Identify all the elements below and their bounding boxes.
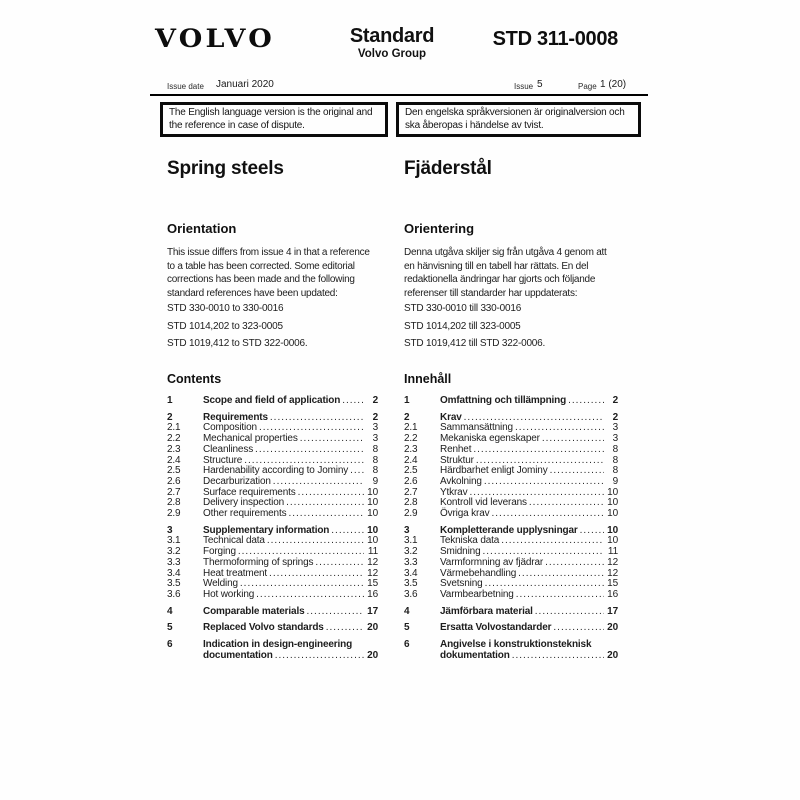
toc-page-number: 8	[612, 443, 618, 455]
toc-label: Avkolning	[440, 475, 482, 487]
toc-section-number: 4	[167, 605, 173, 617]
toc-label: Decarburization	[203, 475, 271, 487]
toc-label: Composition	[203, 422, 257, 434]
toc-label: Varmbearbetning	[440, 588, 514, 600]
toc-page-number: 2	[372, 395, 378, 406]
toc-label: Comparable materials	[203, 605, 305, 617]
toc-page-number: 12	[607, 567, 618, 579]
toc-section-number: 2.2	[404, 433, 418, 445]
text-line: redaktionella ändringar har gjorts och följande	[404, 274, 596, 286]
toc-page-number: 10	[367, 486, 378, 498]
toc-section-number: 2.4	[404, 454, 418, 466]
toc-label: Ytkrav	[440, 486, 468, 498]
toc-section-number: 2.2	[167, 433, 181, 445]
toc-row	[404, 466, 618, 477]
toc-leader-dots	[553, 623, 604, 634]
toc-row	[404, 569, 618, 580]
toc-label: Krav	[440, 411, 462, 423]
toc-row	[167, 413, 378, 424]
toc-label: Mekaniska egenskaper	[440, 433, 540, 445]
text-line: Den engelska språkversionen är originalversion och	[405, 107, 625, 118]
toc-row	[167, 445, 378, 456]
text-line: the reference in case of dispute.	[169, 119, 305, 131]
std-reference-line: STD 1014,202 to 323-0005	[167, 320, 283, 332]
toc-section-number: 2.7	[167, 486, 181, 498]
toc-section-number: 2.5	[404, 465, 418, 477]
toc-row	[167, 434, 378, 445]
toc-label: Jämförbara material	[440, 605, 533, 617]
toc-section-number: 2.3	[167, 443, 181, 455]
toc-leader-dots	[256, 590, 364, 601]
toc-label: Härdbarhet enligt Jominy	[440, 465, 548, 477]
toc-leader-dots	[491, 509, 604, 520]
toc-section-number: 6	[404, 639, 410, 651]
toc-leader-dots	[286, 498, 364, 509]
language-notice-sv	[396, 102, 641, 137]
toc-section-number: 3.4	[404, 567, 418, 579]
toc-section-number: 1	[404, 395, 410, 406]
toc-page-number: 10	[607, 508, 618, 520]
toc-label: Indication in design-engineering	[203, 639, 353, 651]
standard-references-en	[167, 304, 307, 357]
toc-section-number: 3.5	[167, 578, 181, 590]
toc-label: Requirements	[203, 411, 268, 423]
toc-page-number: 10	[367, 524, 378, 536]
toc-page-number: 2	[612, 411, 618, 423]
toc-leader-dots	[518, 569, 604, 580]
toc-leader-dots	[275, 651, 364, 662]
toc-section-number: 3.1	[404, 535, 418, 547]
toc-leader-dots	[267, 536, 364, 547]
toc-section-number: 3.2	[404, 546, 418, 558]
toc-section-number: 2	[404, 411, 410, 423]
toc-leader-dots	[300, 434, 364, 445]
toc-page-number: 8	[372, 454, 378, 466]
toc-leader-dots	[550, 466, 604, 477]
toc-label: Tekniska data	[440, 535, 500, 547]
toc-row	[167, 623, 378, 634]
toc-page-number: 2	[372, 411, 378, 423]
page-label: Page	[578, 82, 597, 91]
toc-leader-dots	[288, 509, 364, 520]
std-reference-line: STD 330-0010 till 330-0016	[404, 303, 522, 314]
toc-section-number: 3.4	[167, 567, 181, 579]
toc-row	[404, 396, 618, 407]
text-line: corrections has been made and the following	[167, 274, 355, 286]
toc-label: Mechanical properties	[203, 433, 298, 445]
toc-label: Struktur	[440, 454, 474, 466]
toc-leader-dots	[331, 526, 364, 537]
toc-page-number: 20	[607, 649, 618, 661]
toc-page-number: 3	[372, 433, 378, 445]
toc-row	[404, 651, 618, 662]
toc-section-number: 3.1	[167, 535, 181, 547]
text-line: to a table has been corrected. Some editorial	[167, 260, 355, 272]
toc-leader-dots	[512, 651, 604, 662]
toc-leader-dots	[255, 445, 364, 456]
toc-leader-dots	[542, 434, 604, 445]
toc-page-number: 10	[367, 497, 378, 509]
toc-label: Övriga krav	[440, 508, 490, 520]
toc-label: Kontroll vid leverans	[440, 497, 527, 509]
toc-leader-dots	[326, 623, 364, 634]
volvo-logo: VOLVO	[155, 24, 275, 53]
standard-references-sv	[404, 304, 545, 357]
toc-row	[404, 526, 618, 537]
toc-section-number: 2.1	[404, 422, 418, 434]
toc-leader-dots	[298, 488, 364, 499]
toc-section-number: 2.7	[404, 486, 418, 498]
toc-section-number: 2.8	[167, 497, 181, 509]
toc-label: Technical data	[203, 535, 265, 547]
toc-section-number: 3.5	[404, 578, 418, 590]
toc-row	[404, 434, 618, 445]
toc-row	[404, 558, 618, 569]
toc-leader-dots	[473, 445, 604, 456]
toc-row	[167, 558, 378, 569]
std-reference-line: STD 1019,412 till STD 322-0006.	[404, 338, 546, 350]
toc-row	[404, 477, 618, 488]
toc-leader-dots	[350, 466, 364, 477]
issue-date-label: Issue date	[167, 82, 204, 91]
toc-label: Supplementary information	[203, 524, 330, 536]
toc-label: Angivelse i konstruktionsteknisk	[440, 639, 592, 651]
toc-page-number: 17	[367, 605, 378, 617]
toc-page-number: 10	[607, 524, 618, 536]
toc-section-number: 3.6	[404, 588, 418, 600]
toc-row	[167, 396, 378, 407]
language-notice-en	[160, 102, 388, 137]
issue-date-value: Januari 2020	[216, 79, 274, 90]
toc-row	[404, 623, 618, 634]
toc-section-number: 2.6	[167, 475, 181, 487]
toc-leader-dots	[484, 477, 604, 488]
toc-page-number: 8	[612, 465, 618, 477]
toc-page-number: 9	[612, 475, 618, 487]
toc-page-number: 10	[367, 535, 378, 547]
page-number: 1 (20)	[600, 79, 627, 90]
toc-row	[167, 569, 378, 580]
orientation-paragraph-sv	[404, 246, 607, 300]
toc-section-number: 2.4	[167, 454, 181, 466]
toc-leader-dots	[580, 526, 604, 537]
toc-section-number: 2.6	[404, 475, 418, 487]
toc-row	[167, 590, 378, 601]
toc-row	[167, 509, 378, 520]
toc-leader-dots	[342, 396, 364, 407]
toc-label: dokumentation	[440, 649, 510, 661]
toc-label: Replaced Volvo standards	[203, 622, 324, 634]
toc-section-number: 2.8	[404, 497, 418, 509]
toc-page-number: 10	[607, 486, 618, 498]
toc-leader-dots	[240, 579, 364, 590]
std-reference-line: STD 1014,202 till 323-0005	[404, 320, 521, 332]
toc-page-number: 20	[367, 622, 378, 634]
toc-leader-dots	[568, 396, 604, 407]
toc-section-number: 1	[167, 395, 173, 406]
toc-page-number: 20	[607, 622, 618, 634]
document-type-title: Standard	[349, 25, 435, 47]
toc-page-number: 10	[367, 508, 378, 520]
toc-row	[404, 536, 618, 547]
toc-leader-dots	[516, 590, 604, 601]
standard-number: STD 311-0008	[492, 28, 618, 50]
contents-heading-sv: Innehåll	[404, 372, 452, 386]
toc-page-number: 12	[367, 556, 378, 568]
text-line: Denna utgåva skiljer sig från utgåva 4 genom att	[404, 247, 607, 258]
orientation-heading-sv: Orientering	[404, 221, 475, 236]
toc-label: Renhet	[440, 443, 472, 455]
toc-row	[404, 607, 618, 618]
toc-row	[167, 466, 378, 477]
toc-leader-dots	[269, 569, 364, 580]
toc-page-number: 12	[607, 556, 618, 568]
toc-row	[167, 526, 378, 537]
toc-row	[167, 651, 378, 662]
toc-row	[404, 590, 618, 601]
toc-label: Hot working	[203, 588, 255, 600]
toc-label: Heat treatment	[203, 567, 268, 579]
toc-page-number: 10	[607, 497, 618, 509]
toc-row	[404, 509, 618, 520]
toc-page-number: 15	[607, 578, 618, 590]
toc-row	[167, 607, 378, 618]
text-line: ska åberopas i händelse av tvist.	[405, 119, 544, 131]
toc-page-number: 11	[367, 546, 378, 558]
text-line: The English language version is the original and	[169, 107, 373, 118]
toc-page-number: 8	[372, 443, 378, 455]
toc-page-number: 11	[607, 546, 618, 558]
toc-page-number: 10	[607, 535, 618, 547]
orientation-heading-en: Orientation	[167, 221, 237, 236]
toc-row	[404, 498, 618, 509]
toc-row	[404, 640, 618, 651]
toc-row	[167, 579, 378, 590]
toc-section-number: 2	[167, 411, 173, 423]
toc-page-number: 15	[367, 578, 378, 590]
text-line: referenser till standarder har uppdaterats:	[404, 287, 578, 299]
toc-leader-dots	[307, 607, 365, 618]
toc-section-number: 3	[404, 524, 410, 536]
document-title-sv: Fjäderstål	[404, 158, 492, 179]
text-line: standard references have been updated:	[167, 287, 338, 299]
organization-name: Volvo Group	[357, 48, 427, 60]
toc-page-number: 12	[367, 567, 378, 579]
toc-label: documentation	[203, 649, 273, 661]
toc-label: Other requirements	[203, 508, 287, 520]
toc-label: Ersatta Volvostandarder	[440, 622, 552, 634]
text-line: en hänvisning till en tabell har rättats. En del	[404, 260, 589, 272]
issue-number: 5	[537, 79, 543, 90]
toc-section-number: 2.9	[167, 508, 181, 520]
toc-section-number: 2.5	[167, 465, 181, 477]
toc-page-number: 16	[367, 588, 378, 600]
toc-leader-dots	[315, 558, 364, 569]
toc-page-number: 8	[372, 465, 378, 477]
toc-page-number: 3	[372, 422, 378, 434]
toc-label: Delivery inspection	[203, 497, 285, 509]
toc-label: Welding	[203, 578, 238, 590]
toc-leader-dots	[529, 498, 604, 509]
orientation-paragraph-en	[167, 246, 370, 300]
toc-page-number: 2	[612, 395, 618, 406]
toc-section-number: 2.3	[404, 443, 418, 455]
toc-label: Smidning	[440, 546, 481, 558]
toc-label: Svetsning	[440, 578, 483, 590]
toc-page-number: 17	[607, 605, 618, 617]
toc-page-number: 3	[612, 433, 618, 445]
toc-label: Sammansättning	[440, 422, 513, 434]
toc-leader-dots	[535, 607, 604, 618]
toc-page-number: 9	[372, 475, 378, 487]
toc-label: Scope and field of application	[203, 395, 341, 406]
toc-section-number: 2.1	[167, 422, 181, 434]
toc-section-number: 3.6	[167, 588, 181, 600]
toc-section-number: 5	[167, 622, 173, 634]
toc-section-number: 4	[404, 605, 410, 617]
toc-page-number: 20	[367, 649, 378, 661]
toc-label: Hardenability according to Jominy	[203, 465, 349, 477]
std-reference-line: STD 1019,412 to STD 322-0006.	[167, 338, 308, 350]
toc-section-number: 6	[167, 639, 173, 651]
toc-label: Forging	[203, 546, 236, 558]
toc-leader-dots	[270, 413, 364, 424]
document-title-en: Spring steels	[167, 158, 284, 179]
toc-row	[404, 445, 618, 456]
toc-page-number: 3	[612, 422, 618, 434]
toc-section-number: 3.2	[167, 546, 181, 558]
text-line: This issue differs from issue 4 in that a reference	[167, 247, 370, 258]
toc-section-number: 3.3	[404, 556, 418, 568]
header-divider-rule	[150, 94, 648, 96]
toc-label: Structure	[203, 454, 243, 466]
toc-row	[167, 536, 378, 547]
toc-label: Thermoforming of springs	[203, 556, 314, 568]
toc-leader-dots	[545, 558, 604, 569]
toc-label: Värmebehandling	[440, 567, 517, 579]
toc-leader-dots	[501, 536, 604, 547]
table-of-contents-sv	[404, 396, 618, 661]
toc-label: Kompletterande upplysningar	[440, 524, 578, 536]
toc-section-number: 2.9	[404, 508, 418, 520]
toc-page-number: 16	[607, 588, 618, 600]
issue-label: Issue	[514, 82, 534, 91]
toc-page-number: 8	[612, 454, 618, 466]
toc-section-number: 5	[404, 622, 410, 634]
toc-label: Cleanliness	[203, 443, 254, 455]
std-reference-line: STD 330-0010 to 330-0016	[167, 303, 284, 314]
contents-heading-en: Contents	[167, 372, 222, 386]
toc-label: Omfattning och tillämpning	[440, 395, 567, 406]
toc-label: Varmformning av fjädrar	[440, 556, 544, 568]
toc-label: Surface requirements	[203, 486, 296, 498]
table-of-contents-en	[167, 396, 378, 661]
toc-section-number: 3.3	[167, 556, 181, 568]
toc-section-number: 3	[167, 524, 173, 536]
